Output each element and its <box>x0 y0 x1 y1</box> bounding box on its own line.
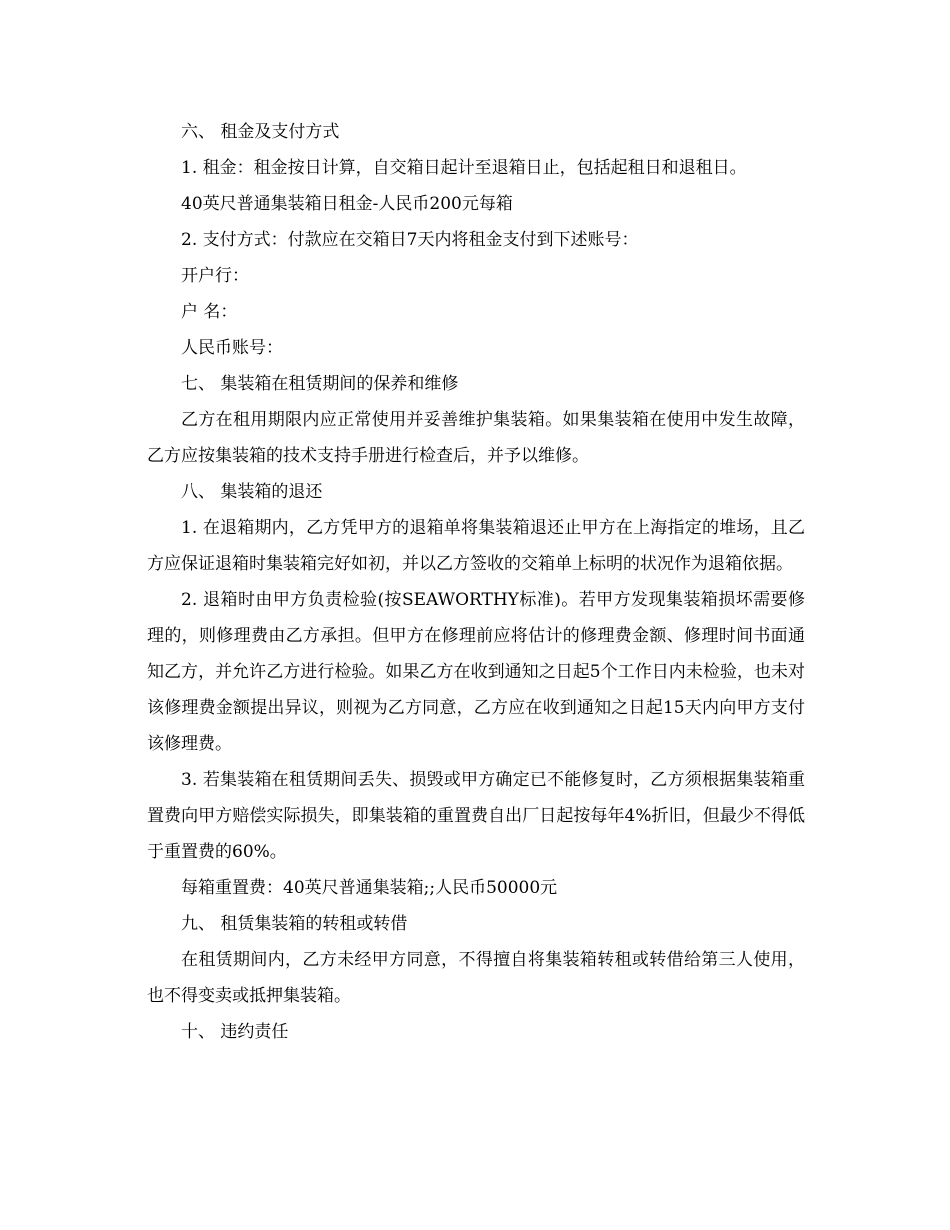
clause-payment-method: 2. 支付方式：付款应在交箱日7天内将租金支付到下述账号： <box>181 230 639 250</box>
clause-sublease: 在租赁期间内，乙方未经甲方同意，不得擅自将集装箱转租或转借给第三人使用，也不得变卖或抵押集装箱。 <box>147 950 805 1006</box>
clause-replacement-cost: 每箱重置费：40英尺普通集装箱;;人民币50000元 <box>181 878 558 898</box>
section-heading-return: 八、 集装箱的退还 <box>181 482 323 502</box>
clause-rent: 1. 租金：租金按日计算，自交箱日起计至退箱日止，包括起租日和退租日。 <box>181 158 747 178</box>
section-heading-sublease: 九、 租赁集装箱的转租或转借 <box>181 914 408 934</box>
clause-daily-rent-rate: 40英尺普通集装箱日租金-人民币200元每箱 <box>181 194 513 214</box>
field-rmb-account: 人民币账号： <box>181 338 283 358</box>
clause-loss-compensation: 3. 若集装箱在租赁期间丢失、损毁或甲方确定已不能修复时，乙方须根据集装箱重置费向甲方赔偿实际损失，即集装箱的重置费自出厂日起按每年4%折旧，但最少不得低于重置费的60%。 <box>147 770 805 862</box>
field-account-name: 户 名： <box>181 302 238 322</box>
field-bank: 开户行： <box>181 266 249 286</box>
section-heading-liability: 十、 违约责任 <box>181 1022 289 1042</box>
document-body <box>147 114 805 1050</box>
clause-return-inspection: 2. 退箱时由甲方负责检验(按SEAWORTHY标准)。若甲方发现集装箱损坏需要修理的，则修理费由乙方承担。但甲方在修理前应将估计的修理费金额、修理时间书面通知乙方，并允许乙方进行检验。如果乙方在收到通知之日起5个工作日内未检验，也未对该修理费金额提出异议，则视为乙方同意，乙方应在收到通知之日起15天内向甲方支付该修理费。 <box>147 590 805 754</box>
clause-return-location: 1. 在退箱期内，乙方凭甲方的退箱单将集装箱退还止甲方在上海指定的堆场，且乙方应保证退箱时集装箱完好如初，并以乙方签收的交箱单上标明的状况作为退箱依据。 <box>147 518 805 574</box>
section-heading-rent-payment: 六、 租金及支付方式 <box>181 122 340 142</box>
clause-maintenance: 乙方在租用期限内应正常使用并妥善维护集装箱。如果集装箱在使用中发生故障，乙方应按集装箱的技术支持手册进行检查后，并予以维修。 <box>147 410 805 466</box>
section-heading-maintenance: 七、 集装箱在租赁期间的保养和维修 <box>181 374 459 394</box>
